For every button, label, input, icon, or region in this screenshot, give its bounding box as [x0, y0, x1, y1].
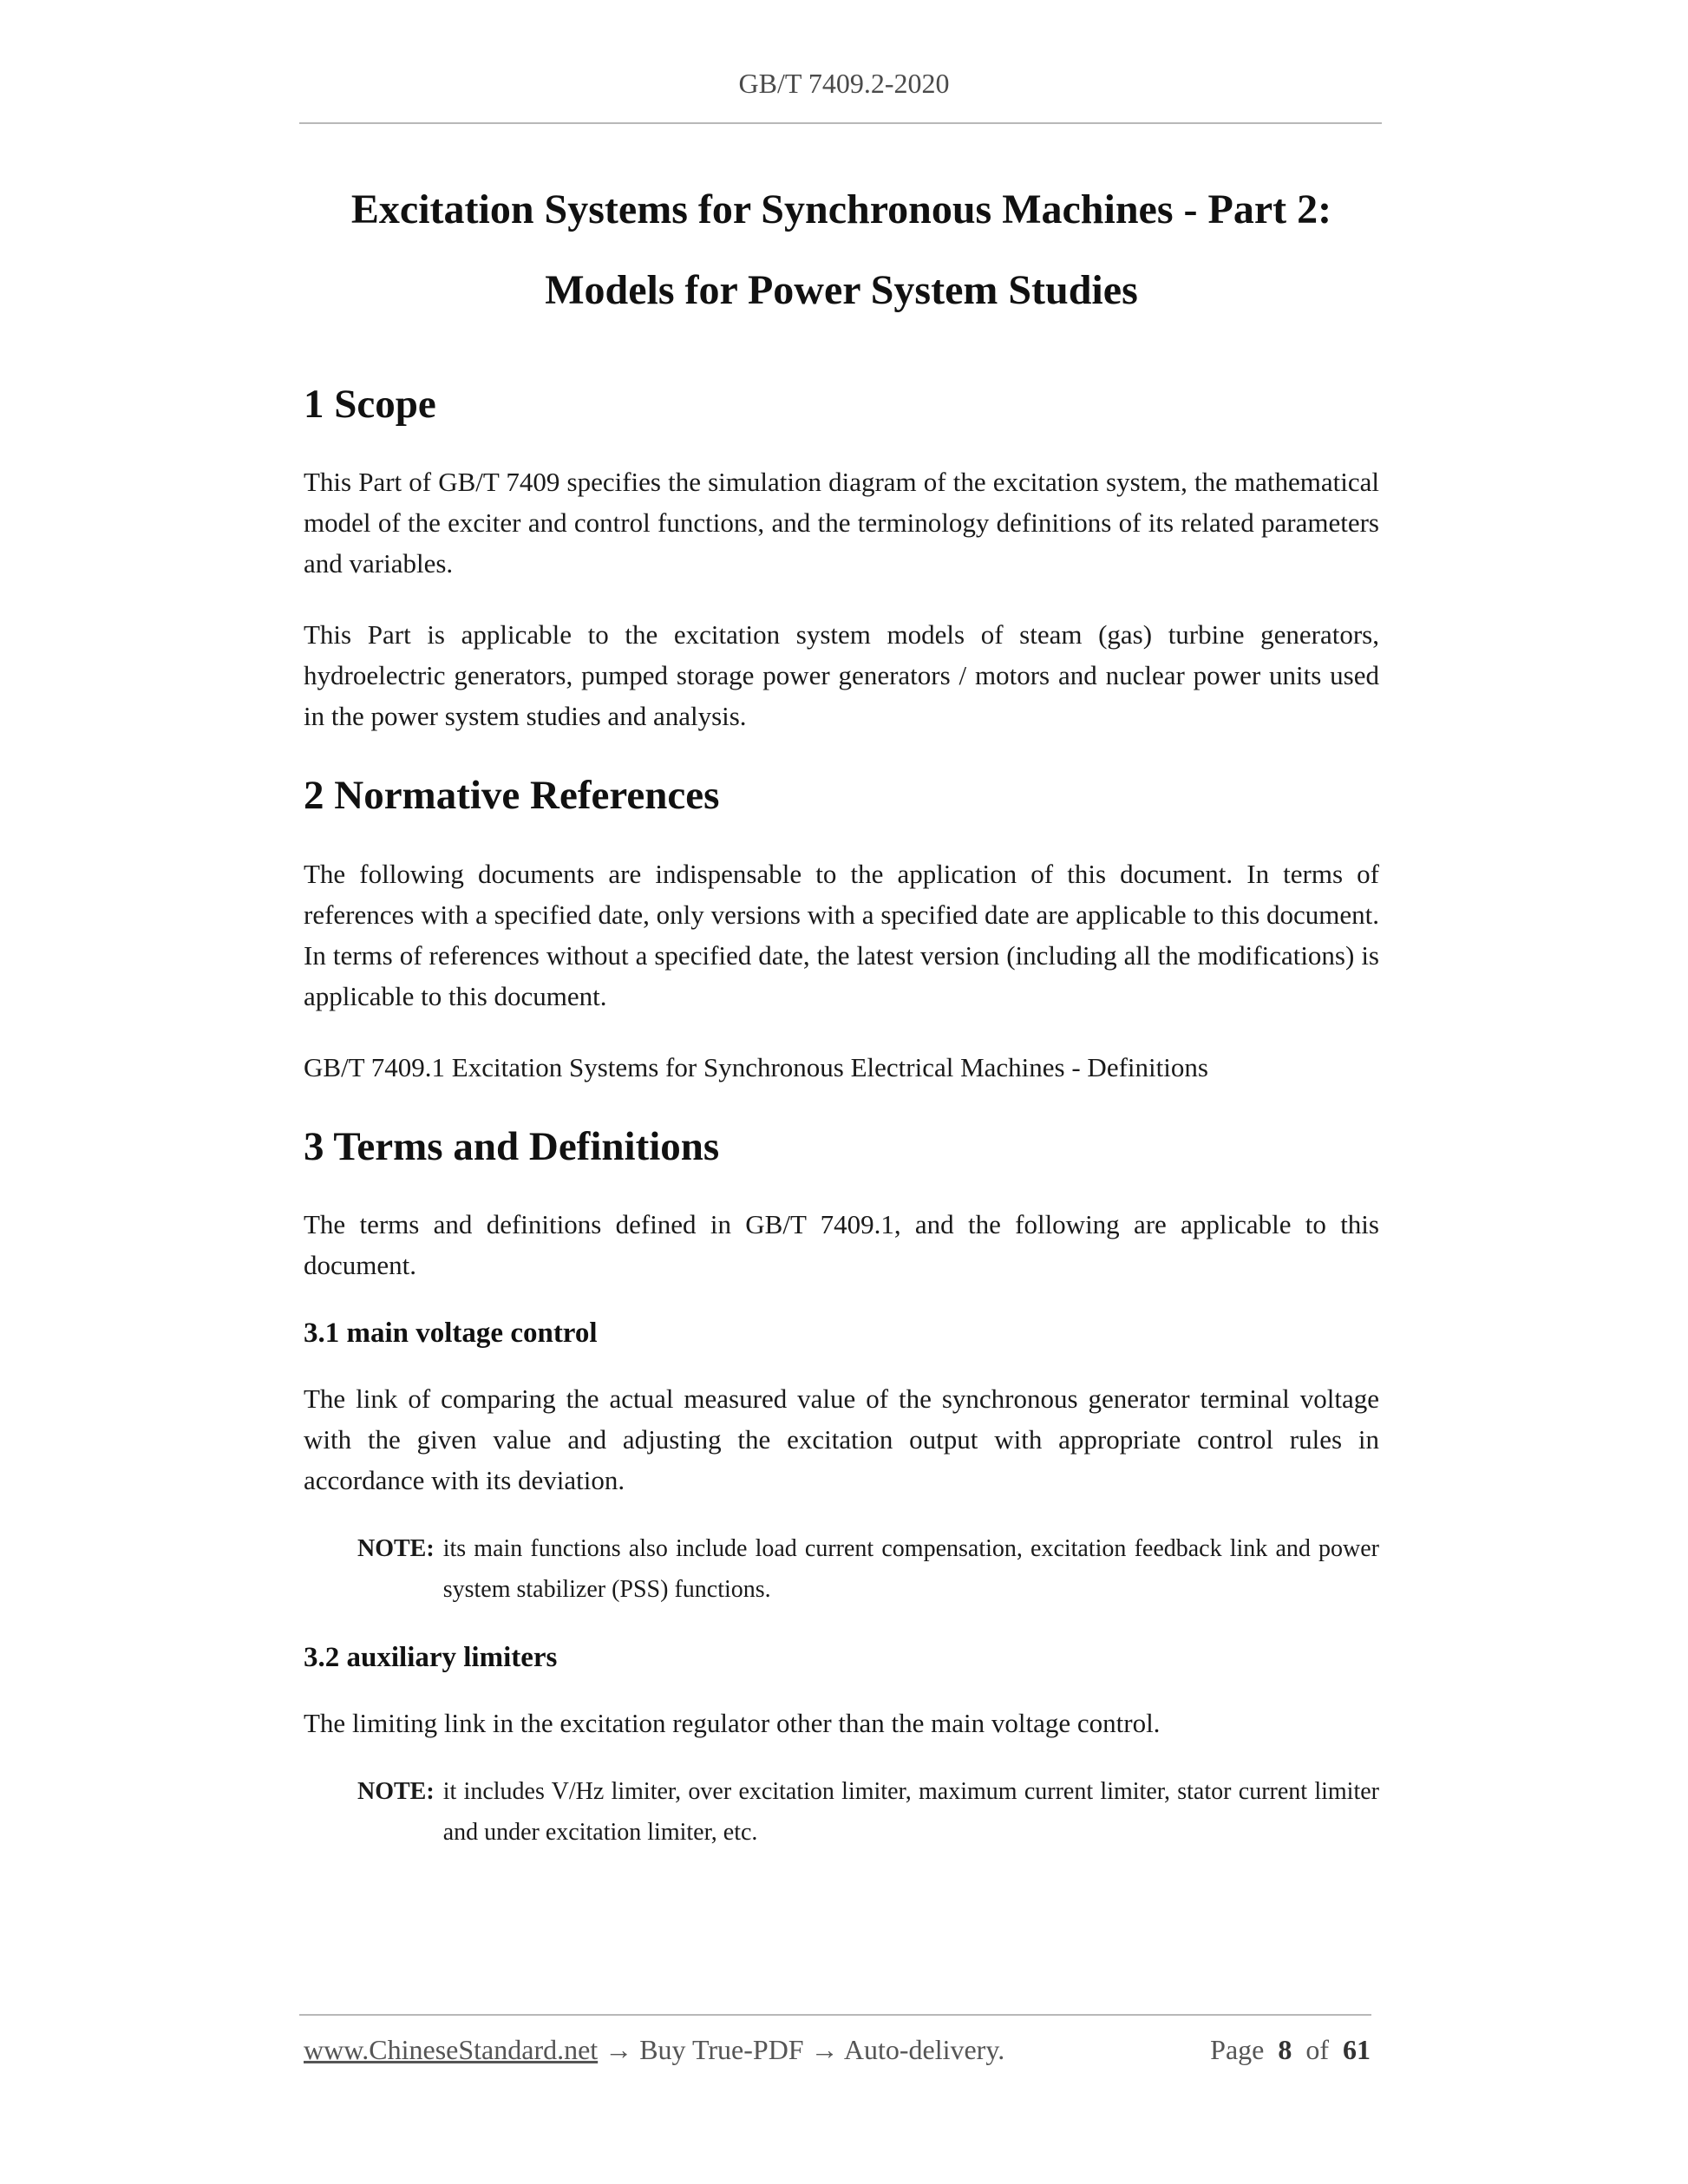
- of-word: of: [1305, 2034, 1329, 2065]
- scope-paragraph-2: This Part is applicable to the excitation system models of steam (gas) turbine generators, hydroelectric generators, pumped storage power generators / motors and nuclear power units used in the power system studies and analysis.: [304, 619, 1379, 732]
- header-rule: [299, 122, 1382, 124]
- term-definition-3-1: The link of comparing the actual measured value of the synchronous generator terminal voltage with the given value and adjusting the excitation output with appropriate control rules in accordance with its deviation.: [304, 1383, 1379, 1496]
- term-definition-3-2: The limiting link in the excitation regulator other than the main voltage control.: [304, 1707, 1161, 1738]
- terms-intro-paragraph: The terms and definitions defined in GB/T 7409.1, and the following are applicable to this document.: [304, 1209, 1379, 1281]
- header-standard-code: GB/T 7409.2-2020: [738, 68, 950, 99]
- arrow-right-icon: →: [810, 2034, 839, 2065]
- normative-paragraph: The following documents are indispensable to the application of this document. In terms of references with a specified date, only versions with a specified date are applicable to this document. In terms of references without a specified date, the latest version (including all the modifications) is applicable to this document.: [304, 858, 1379, 1011]
- page-word: Page: [1210, 2034, 1265, 2065]
- page-number: [1210, 2034, 1371, 2066]
- website-link[interactable]: www.ChineseStandard.net: [304, 2034, 599, 2065]
- note-3-2: [357, 1771, 1379, 1853]
- note-text: it includes V/Hz limiter, over excitation limiter, maximum current limiter, stator current limiter and under excitation limiter, etc.: [442, 1777, 1379, 1846]
- term-heading-3-1: 3.1 main voltage control: [304, 1318, 598, 1350]
- current-page: 8: [1278, 2034, 1292, 2065]
- buy-pdf-text: Buy True-PDF: [639, 2034, 804, 2065]
- normative-reference-item: GB/T 7409.1 Excitation Systems for Synchronous Electrical Machines - Definitions: [304, 1051, 1208, 1082]
- document-body: [304, 373, 1379, 1853]
- note-label: NOTE:: [357, 1535, 435, 1563]
- note-3-1: [357, 1528, 1379, 1610]
- title-line-1: Excitation Systems for Synchronous Machines - Part 2:: [350, 186, 1332, 232]
- auto-delivery-text: Auto-delivery.: [843, 2034, 1005, 2065]
- page-footer: [304, 2034, 1371, 2066]
- term-heading-3-2: 3.2 auxiliary limiters: [304, 1642, 558, 1674]
- section-heading-terms-definitions: 3 Terms and Definitions: [304, 1123, 720, 1169]
- footer-promo: [304, 2034, 1004, 2066]
- arrow-right-icon: →: [605, 2034, 633, 2065]
- total-pages: 61: [1343, 2034, 1371, 2065]
- title-line-2: Models for Power System Studies: [545, 267, 1138, 313]
- scope-paragraph-1: This Part of GB/T 7409 specifies the simulation diagram of the excitation system, the mathematical model of the exciter and control functions, and the terminology definitions of its related parameters and variables.: [304, 467, 1379, 579]
- section-heading-normative-references: 2 Normative References: [304, 773, 720, 819]
- note-label: NOTE:: [357, 1777, 435, 1805]
- note-text: its main functions also include load current compensation, excitation feedback link and power system stabilizer (PSS) functions.: [442, 1535, 1379, 1604]
- section-heading-scope: 1 Scope: [304, 382, 436, 427]
- footer-rule: [299, 2014, 1371, 2016]
